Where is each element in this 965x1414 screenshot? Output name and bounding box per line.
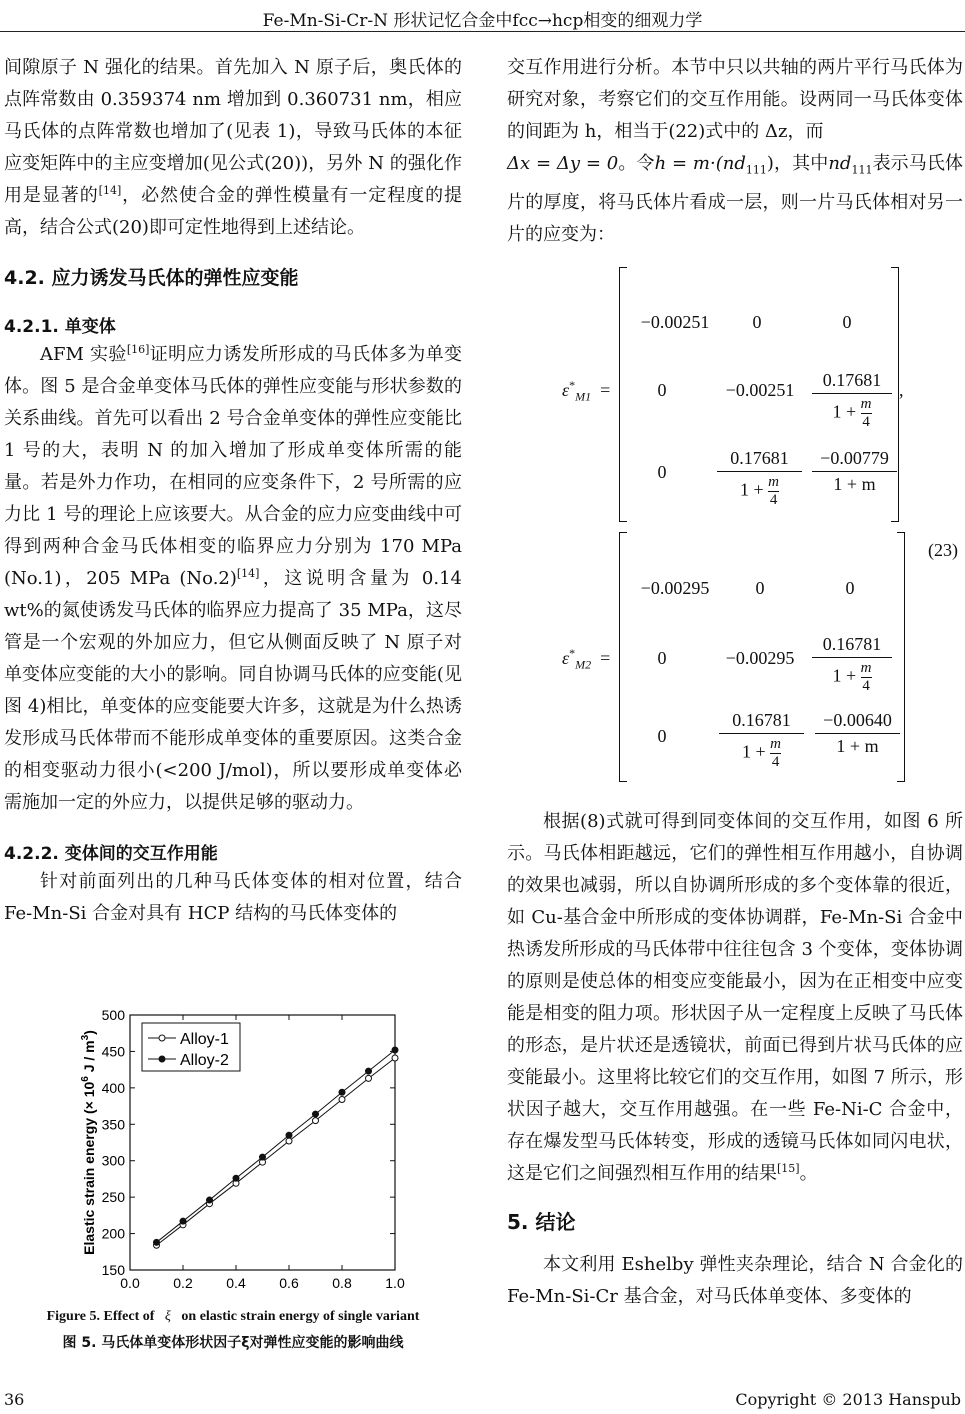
eq2-left-bracket <box>619 532 627 782</box>
fraction-bar <box>717 471 802 472</box>
inner-fraction <box>770 736 781 771</box>
legend-label: Alloy-1 <box>180 1031 229 1048</box>
right-paragraph-1-line2 <box>507 148 963 251</box>
numerator: 0.16781 <box>822 634 882 654</box>
series-line-alloy-2 <box>157 1050 396 1242</box>
y-tick-label: 300 <box>101 1152 125 1169</box>
superscript: * <box>569 378 576 392</box>
right-column <box>507 52 963 251</box>
text: 1 + <box>742 741 766 762</box>
numerator: 0.17681 <box>730 448 789 468</box>
subscript: 111 <box>851 163 873 177</box>
text: 1 + <box>740 479 764 500</box>
x-tick-label: 1.0 <box>385 1275 405 1290</box>
inner-denominator: 4 <box>769 492 778 508</box>
left-paragraph-1 <box>4 52 462 244</box>
y-tick-label: 400 <box>101 1079 125 1096</box>
citation: [15] <box>777 1162 800 1175</box>
subsection-heading-4-2-2: 4.2.2. 变体间的交互作用能 <box>4 844 218 864</box>
copyright: Copyright © 2013 Hanspub <box>735 1390 961 1409</box>
header-rule <box>0 31 965 32</box>
x-tick-label: 0.6 <box>279 1275 299 1290</box>
left-column <box>4 52 462 930</box>
running-head <box>0 6 965 31</box>
equals-sign: = <box>600 380 611 400</box>
eq2-a23 <box>812 634 892 695</box>
y-axis-label-part: J / m <box>81 1040 97 1077</box>
denominator <box>812 396 892 431</box>
eq1-a23 <box>812 370 892 431</box>
xi-symbol: ξ <box>164 1309 171 1324</box>
text: ，必然使合金的弹性模量有一定程度的提高，结合公式(20)即可定性地得到上述结论。 <box>4 185 463 238</box>
citation: [16] <box>126 343 150 356</box>
eq1-trail-comma: , <box>899 380 904 400</box>
inner-fraction <box>861 660 872 695</box>
inner-fraction <box>861 396 872 431</box>
eq2-a31: 0 <box>657 726 667 746</box>
y-tick-label: 250 <box>101 1189 125 1206</box>
text: 。 <box>799 1163 818 1184</box>
denominator <box>719 736 804 771</box>
data-point-alloy-2 <box>180 1218 186 1224</box>
y-axis-label-superscript: 3 <box>80 1034 91 1041</box>
subscript: 111 <box>745 163 767 177</box>
figure-5-chart <box>70 985 410 1290</box>
data-point-alloy-1 <box>392 1055 398 1061</box>
fraction-bar <box>719 733 804 734</box>
x-tick-label: 0.2 <box>173 1275 193 1290</box>
y-tick-label: 450 <box>101 1043 125 1060</box>
math-inline: nd <box>828 153 852 174</box>
math-inline: h = m·(nd <box>654 153 746 174</box>
eq1-a11: −0.00251 <box>640 312 710 332</box>
subscript: M2 <box>575 657 592 672</box>
right-paragraph-3: 本文利用 Eshelby 弹性夹杂理论，结合 N 合金化的 Fe-Mn-Si-Cr 基合金，对马氏体单变体、多变体的 <box>507 1254 963 1307</box>
section-heading-5: 5. 结论 <box>507 1210 576 1234</box>
y-axis-label-part: ) <box>81 1030 97 1035</box>
text: 证明应力诱发所形成的马氏体多为单变体。图 5 是合金单变体马氏体的弹性应变能与形状参数的关系曲线。首先可以看出 2 号合金单变体的弹性应变能比 1 号的大，表明 N 的加入增加了形成单变体所需的能量。若是外力作功，在相同的应变条件下，2 号所需的应力比 1 号的理论上应该要大。从合金的应力应变曲线中可得到两种合金马氏体相变的临界应力分别为 170 MPa (No.1)，205 MPa (No.2) <box>4 344 463 589</box>
inner-fraction <box>768 474 779 509</box>
citation: [14] <box>98 184 122 197</box>
data-point-alloy-1 <box>339 1097 345 1103</box>
numerator: −0.00640 <box>823 710 892 730</box>
chart-plot-root <box>80 1007 405 1290</box>
inner-numerator: m <box>770 736 781 752</box>
eq1-a31: 0 <box>657 462 667 482</box>
epsilon-symbol: ε <box>562 380 570 400</box>
eq1-left-bracket <box>619 267 627 522</box>
data-point-alloy-2 <box>366 1068 372 1074</box>
equation-strain-m2 <box>507 530 963 790</box>
left-paragraph-2 <box>4 339 462 819</box>
right-column-lower <box>507 806 963 1313</box>
numerator: −0.00779 <box>820 448 889 468</box>
eq2-a21: 0 <box>657 648 667 668</box>
eq1-a21: 0 <box>657 380 667 400</box>
subsection-heading-4-2-1: 4.2.1. 单变体 <box>4 317 116 337</box>
data-point-alloy-2 <box>207 1197 213 1203</box>
data-point-alloy-2 <box>313 1111 319 1117</box>
eq1-a12: 0 <box>752 312 762 332</box>
text: 1 + <box>832 401 857 422</box>
equation-number: (23) <box>928 540 958 560</box>
y-tick-label: 150 <box>101 1262 125 1278</box>
text: ，这说明含量为 0.14 wt%的氮使诱发马氏体的临界应力提高了 35 MPa，这尽管是一个宏观的外加应力，但它从侧面反映了 N 原子对单变体应变能的大小的影响。同自协调马氏体的应变能(见图 4)相比，单变体的应变能要大许多，这就是为什么热诱发形成马氏体带而不能形成单变体的重要原因。这类合金的相变驱动力很小(<200 J/mol)，所以要形成单变体必需施加一定的外应力，以提供足够的驱动力。 <box>4 568 462 813</box>
legend-marker <box>159 1035 165 1041</box>
eq2-a11: −0.00295 <box>640 578 710 598</box>
data-point-alloy-1 <box>286 1138 292 1144</box>
math-inline: Δx = Δy = 0 <box>507 153 619 174</box>
data-point-alloy-2 <box>339 1089 345 1095</box>
left-paragraph-3: 针对前面列出的几种马氏体变体的相对位置，结合 Fe-Mn-Si 合金对具有 HCP 结构的马氏体变体的 <box>4 871 462 924</box>
numerator: 0.17681 <box>822 370 882 390</box>
eq1-a32 <box>717 448 802 509</box>
numerator: 0.16781 <box>732 710 791 730</box>
y-axis-label <box>80 1030 97 1255</box>
text: 表示马氏体片的厚度，将马氏体片看成一层，则一片马氏体相对另一片的应变为： <box>507 153 963 245</box>
equation-strain-m1 <box>507 262 963 532</box>
citation: [14] <box>236 567 260 580</box>
running-title: Fe-Mn-Si-Cr-N 形状记忆合金中fcc→hcp相变的细观力学 <box>262 11 703 31</box>
y-axis-label-superscript: 6 <box>80 1076 91 1082</box>
eq2-a12: 0 <box>755 578 765 598</box>
legend-label: Alloy-2 <box>180 1052 229 1069</box>
data-point-alloy-2 <box>154 1239 160 1245</box>
figure-caption-en <box>4 1309 462 1325</box>
right-paragraph-1: 交互作用进行分析。本节中只以共轴的两片平行马氏体为研究对象，考察它们的交互作用能。设两同一马氏体变体的间距为 h，相当于(22)式中的 Δz，而 <box>507 57 963 142</box>
y-tick-label: 350 <box>101 1116 125 1133</box>
denominator <box>812 660 892 695</box>
text: 根据(8)式就可得到同变体间的交互作用，如图 6 所示。马氏体相距越远，它们的弹性相互作用越小，自协调的效果也减弱，所以自协调所形成的多个变体靠的很近，如 Cu-基合金中所形成的变体协调群，Fe-Mn-Si 合金中热诱发所形成的马氏体带中往往包含 3 个变体，变体协调的原则是使总体的相变应变能最小，因为在正相变中应变能是相变的阻力项。形状因子从一定程度上反映了马氏体的形态，是片状还是透镜状，前面已得到片状马氏体的应变能最小。这里将比较它们的交互作用，如图 7 所示，形状因子越大，交互作用越强。在一些 Fe-Ni-C 合金中，存在爆发型马氏体转变，形成的透镜马氏体如同闪电状，这是它们之间强烈相互作用的结果 <box>507 811 963 1184</box>
x-tick-label: 0.8 <box>332 1275 352 1290</box>
eq1-a22: −0.00251 <box>725 380 795 400</box>
text: on elastic strain energy of single variant <box>181 1309 420 1324</box>
data-point-alloy-1 <box>313 1118 319 1124</box>
fraction-bar <box>812 471 897 472</box>
legend-marker <box>159 1056 165 1062</box>
superscript: * <box>569 646 576 660</box>
section-heading-4-2: 4.2. 应力诱发马氏体的弹性应变能 <box>4 267 299 289</box>
inner-denominator: 4 <box>771 754 780 770</box>
data-point-alloy-1 <box>366 1075 372 1081</box>
fraction-bar <box>812 393 892 394</box>
text: Figure 5. Effect of <box>46 1309 155 1324</box>
inner-denominator: 4 <box>862 414 870 430</box>
text: AFM 实验 <box>40 344 127 365</box>
right-paragraph-2 <box>507 806 963 1190</box>
x-tick-label: 0.0 <box>120 1275 140 1290</box>
data-point-alloy-2 <box>260 1154 266 1160</box>
y-tick-label: 500 <box>101 1007 125 1023</box>
inner-numerator: m <box>768 474 779 490</box>
eq1-lhs <box>562 380 610 405</box>
eq2-a13: 0 <box>845 578 855 598</box>
denominator: 1 + m <box>833 474 876 494</box>
subscript: M1 <box>575 389 592 404</box>
page-number: 36 <box>4 1390 25 1409</box>
inner-numerator: m <box>860 396 872 412</box>
inner-denominator: 4 <box>862 678 870 694</box>
epsilon-symbol: ε <box>562 648 570 668</box>
eq2-a32 <box>719 710 804 771</box>
text: 间隙原子 N 强化的结果。首先加入 N 原子后，奥氏体的点阵常数由 0.359374 nm 增加到 0.360731 nm，相应马氏体的点阵常数也增加了(见表 1)，导致马氏体的本征应变矩阵中的主应变增加(见公式(20))，另外 N 的强化作用是显著的 <box>4 57 462 206</box>
inner-numerator: m <box>860 660 872 676</box>
text: ) <box>766 153 774 174</box>
figure-caption-zh: 图 5. 马氏体单变体形状因子ξ对弹性应变能的影响曲线 <box>62 1335 404 1351</box>
y-tick-label: 200 <box>101 1225 125 1242</box>
denominator: 1 + m <box>836 736 879 756</box>
eq1-a33 <box>812 448 897 495</box>
equals-sign: = <box>600 648 611 668</box>
fraction-bar <box>815 733 900 734</box>
text: 1 + <box>832 665 857 686</box>
denominator <box>717 474 802 509</box>
y-axis-label-part: Elastic strain energy (× 10 <box>81 1081 97 1255</box>
text: 。令 <box>618 153 655 174</box>
eq2-lhs <box>562 648 610 673</box>
data-point-alloy-2 <box>286 1132 292 1138</box>
data-point-alloy-2 <box>233 1175 239 1181</box>
fraction-bar <box>812 657 892 658</box>
x-tick-label: 0.4 <box>226 1275 246 1290</box>
eq2-a22: −0.00295 <box>725 648 795 668</box>
text: ，其中 <box>773 153 829 174</box>
eq1-a13: 0 <box>842 312 852 332</box>
series-line-alloy-1 <box>157 1058 396 1245</box>
data-point-alloy-2 <box>392 1047 398 1053</box>
eq2-a33 <box>815 710 900 757</box>
